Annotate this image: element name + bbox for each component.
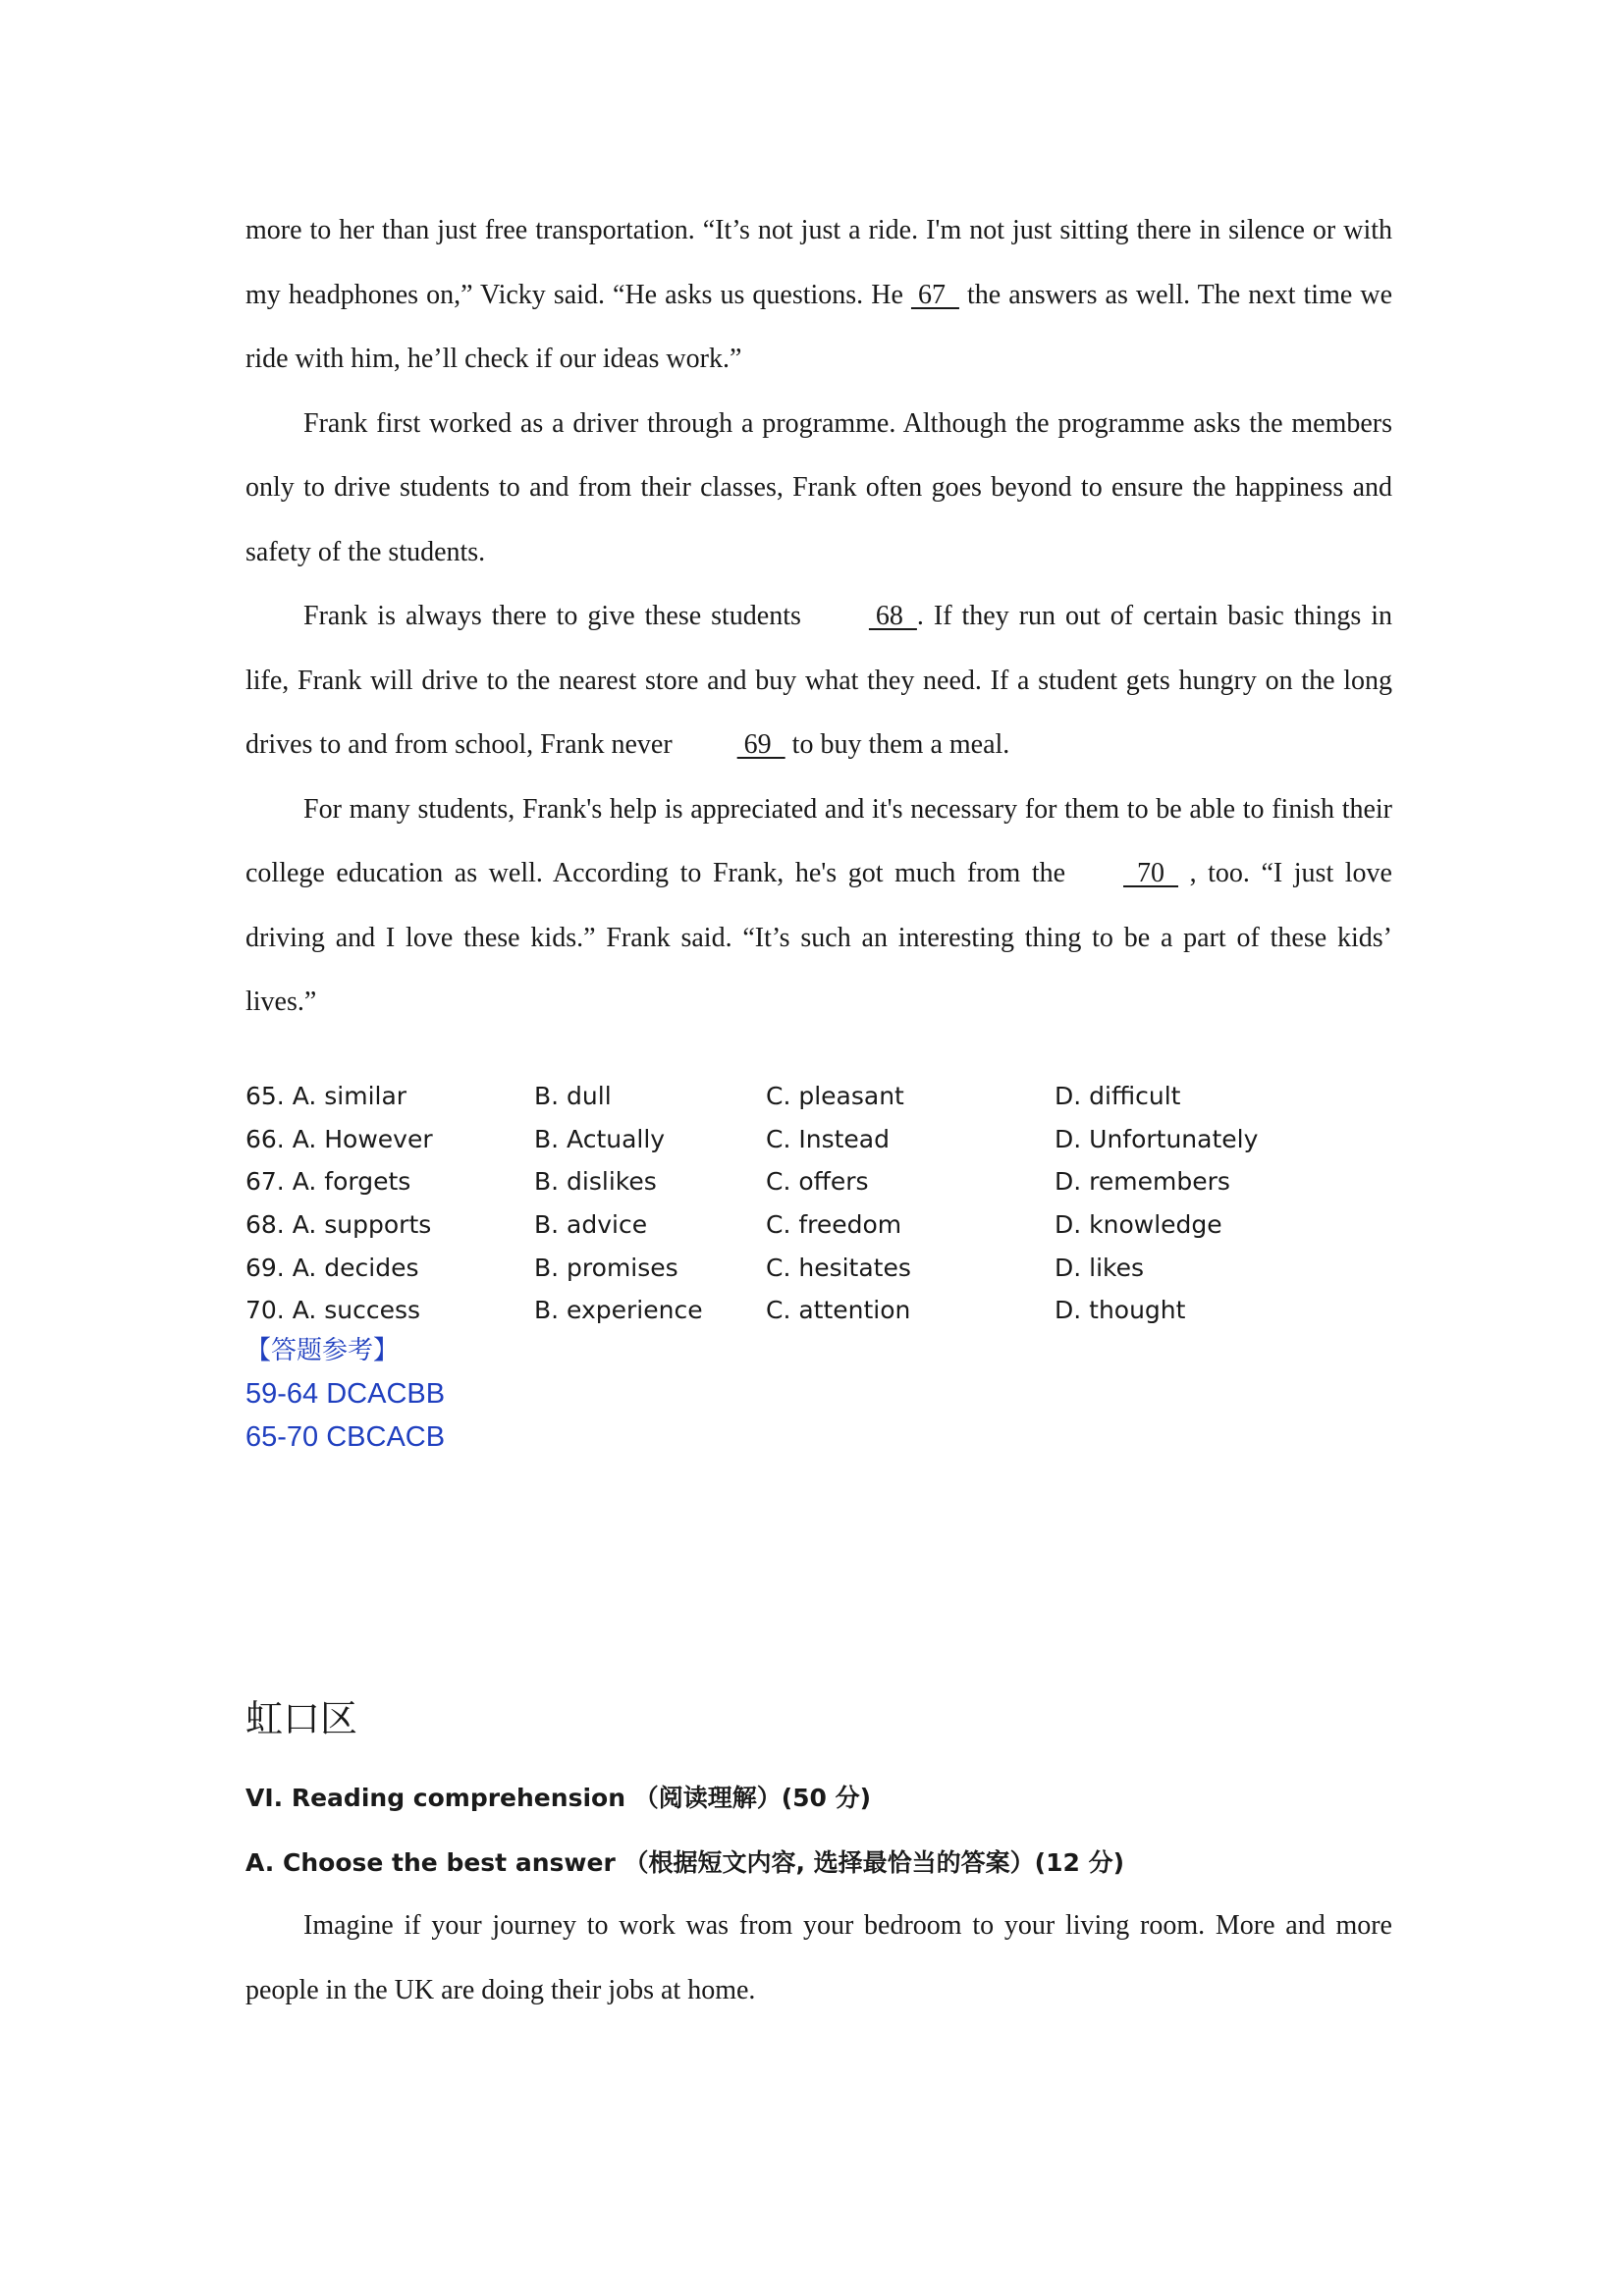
- option-c: C. freedom: [766, 1210, 902, 1240]
- option-a: 70. A. success: [245, 1296, 421, 1325]
- district-heading: 虹口区: [245, 1697, 358, 1740]
- paragraph-text: . If they run out of certain basic things in life, Frank will drive to the nearest store and buy what they need. If a student gets hungry on the long drives to and from school, Frank never: [245, 601, 1392, 760]
- option-b: B. promises: [534, 1253, 678, 1282]
- option-d: D. thought: [1055, 1296, 1186, 1325]
- passage-paragraph-4: [245, 777, 1392, 1035]
- option-d: D. remembers: [1055, 1167, 1230, 1197]
- paragraph-text: to buy them a meal.: [785, 729, 1010, 760]
- answer-key-line-2: 65-70 CBCACB: [245, 1421, 446, 1453]
- answer-key-line-1: 59-64 DCACBB: [245, 1378, 446, 1410]
- option-b: B. advice: [534, 1210, 648, 1240]
- option-a: 66. A. However: [245, 1124, 433, 1153]
- section-heading-vi: VI. Reading comprehension （阅读理解）(50 分): [245, 1784, 872, 1812]
- blank-68: 68: [868, 601, 917, 631]
- option-d: D. Unfortunately: [1055, 1124, 1259, 1153]
- next-passage-paragraph: Imagine if your journey to work was from your bedroom to your living room. More and more people in the UK are doing their jobs at home.: [245, 1910, 1392, 2005]
- option-a: 69. A. decides: [245, 1253, 419, 1282]
- option-c: C. Instead: [766, 1124, 890, 1153]
- option-c: C. attention: [766, 1296, 911, 1325]
- blank-70: 70: [1123, 858, 1179, 888]
- passage-paragraph-2: Frank first worked as a driver through a programme. Although the programme asks the members only to drive students to and from their classes, Frank often goes beyond to ensure the happiness and safety of the students.: [245, 407, 1392, 567]
- option-b: B. dislikes: [534, 1167, 657, 1197]
- passage-paragraph-3: [245, 584, 1392, 777]
- passage: [245, 198, 1392, 1035]
- answer-key: [245, 1329, 445, 1459]
- option-b: B. experience: [534, 1296, 703, 1325]
- option-a: 68. A. supports: [245, 1210, 432, 1240]
- blank-69: 69: [736, 729, 785, 760]
- option-b: B. Actually: [534, 1124, 666, 1153]
- section-heading-a: A. Choose the best answer （根据短文内容, 选择最恰当的答案）(12 分): [245, 1848, 1125, 1877]
- paragraph-text: , too. “I just love driving and I love these kids.” Frank said. “It’s such an interesting thing to be a part of these kids’ lives.”: [245, 858, 1392, 1017]
- option-a: 67. A. forgets: [245, 1167, 411, 1197]
- blank-67: 67: [910, 279, 959, 310]
- paragraph-text: more to her than just free transportation. “It’s not just a ride. I'm not just sitting there in silence or with my headphones on,” Vicky said. “He asks us questions. He: [245, 215, 1392, 310]
- option-c: C. offers: [766, 1167, 869, 1197]
- passage-paragraph-1: [245, 198, 1392, 392]
- option-c: C. pleasant: [766, 1082, 904, 1110]
- option-a: 65. A. similar: [245, 1082, 407, 1110]
- next-passage: [245, 1894, 1392, 2022]
- option-b: B. dull: [534, 1082, 612, 1110]
- paragraph-text: Frank is always there to give these students: [303, 601, 811, 631]
- paragraph-text: For many students, Frank's help is appreciated and it's necessary for them to be able to finish their college education as well. According to Frank, he's got much from the: [245, 793, 1392, 888]
- answer-key-title: 【答题参考】: [245, 1336, 400, 1365]
- option-c: C. hesitates: [766, 1253, 911, 1282]
- option-d: D. knowledge: [1055, 1210, 1222, 1240]
- option-d: D. difficult: [1055, 1082, 1181, 1110]
- option-d: D. likes: [1055, 1253, 1145, 1282]
- paragraph-text: the answers as well. The next time we ride with him, he’ll check if our ideas work.”: [245, 279, 1393, 374]
